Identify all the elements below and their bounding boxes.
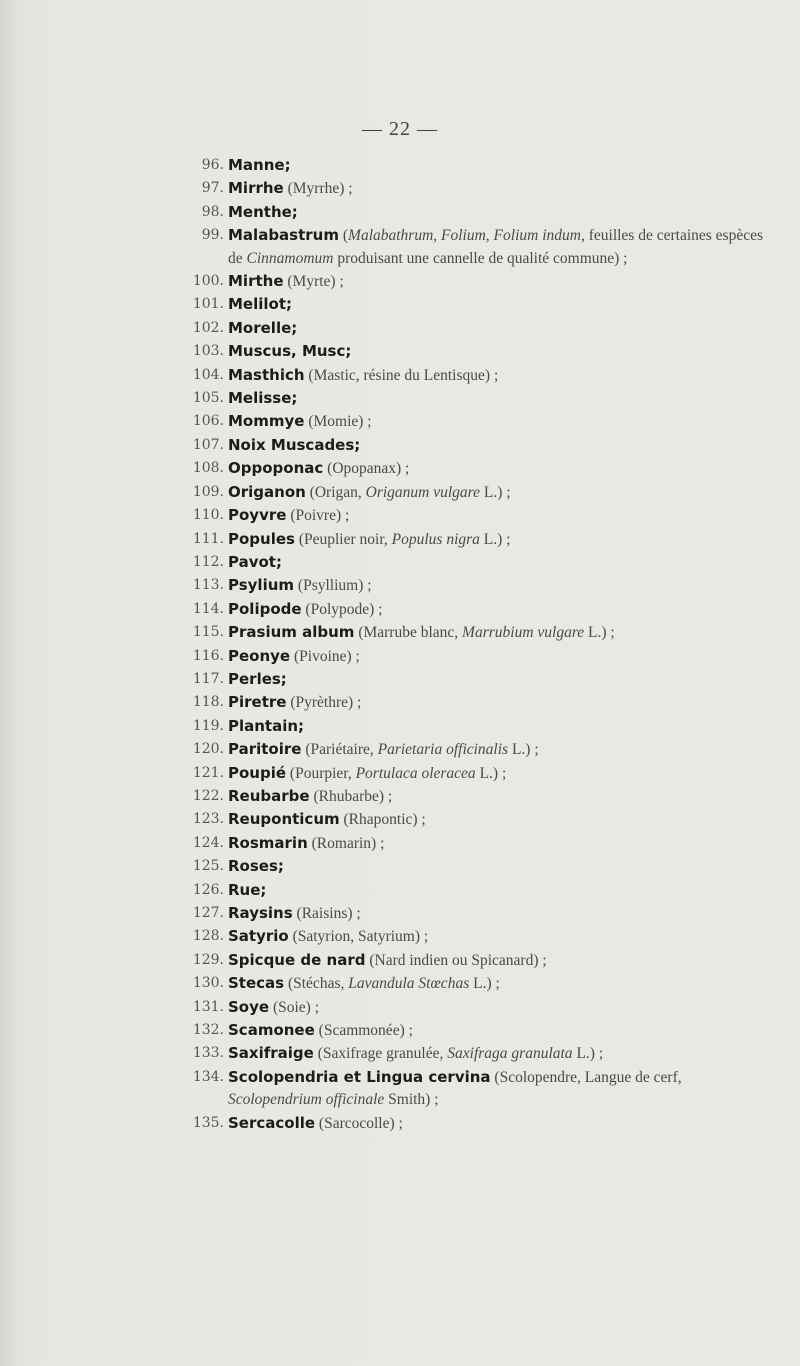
description-text: (Saxifrage granulée,	[317, 1045, 448, 1063]
list-item	[0, 434, 800, 457]
description-text: (Peuplier noir,	[298, 530, 392, 548]
entry-number: 124.	[192, 834, 224, 851]
list-item	[0, 1066, 800, 1112]
entry-number: 135.	[192, 1114, 224, 1131]
entry-number: 114.	[192, 600, 224, 617]
description-text: L.) ;	[469, 975, 500, 993]
latin-name: Parietaria officinalis	[377, 741, 509, 759]
entry-description: (Satyrion, Satyrium) ;	[292, 928, 429, 946]
entry-number: 100.	[192, 273, 224, 290]
list-item	[0, 364, 800, 387]
list-item	[0, 832, 800, 855]
entry-description: (Mastic, résine du Lentisque) ;	[308, 366, 499, 384]
entry-number: 110.	[192, 507, 224, 524]
entry-description: (Scammonée) ;	[318, 1022, 413, 1040]
latin-name: Marrubium vulgare	[462, 624, 585, 642]
latin-name: Scolopendrium officinale	[228, 1091, 385, 1109]
entry-term: Soye	[228, 997, 270, 1016]
list-item	[0, 387, 800, 410]
entry-term: Manne;	[228, 156, 291, 174]
description-text: , feuilles de certaines espèces de	[228, 227, 764, 267]
list-item	[0, 621, 800, 644]
list-item	[0, 972, 800, 995]
list-item	[0, 154, 800, 177]
entry-term: Reuponticum	[228, 810, 340, 829]
entry-number: 97.	[201, 180, 224, 197]
entry-term: Prasium album	[228, 623, 355, 642]
entry-number: 118.	[192, 694, 224, 711]
entry-number: 98.	[201, 203, 224, 220]
entry-number: 99.	[201, 227, 224, 244]
entry-number: 119.	[192, 717, 224, 734]
entry-term: Origanon	[228, 482, 306, 501]
entry-term: Raysins	[228, 904, 293, 922]
entry-description: (Rhubarbe) ;	[313, 787, 393, 805]
list-item	[0, 1042, 800, 1065]
description-text: (Pourpier,	[289, 764, 356, 782]
entry-number: 112.	[192, 553, 224, 570]
list-item	[0, 715, 800, 738]
entry-term: Plantain;	[228, 716, 305, 735]
entry-number: 105.	[192, 390, 224, 407]
entry-number: 133.	[192, 1045, 224, 1062]
entry-term: Pavot;	[228, 552, 282, 571]
description-text: produisant une cannelle de qualité commune) ;	[333, 249, 628, 267]
entry-term: Satyrio	[228, 927, 289, 946]
page-number: — 22 —	[362, 118, 438, 140]
description-text: L.) ;	[572, 1045, 604, 1063]
list-item	[0, 224, 800, 270]
list-item	[0, 785, 800, 808]
entry-description: (Romarin) ;	[311, 834, 385, 852]
description-text: L.) ;	[480, 483, 511, 501]
entry-number: 102.	[192, 319, 224, 336]
entry-description	[299, 531, 511, 548]
entry-term: Sercacolle	[228, 1113, 316, 1132]
list-item	[0, 201, 800, 224]
entry-term: Mommye	[228, 412, 305, 431]
list-item	[0, 645, 800, 668]
entry-description	[305, 741, 538, 758]
description-text: (	[342, 227, 349, 245]
entry-number: 129.	[192, 951, 224, 968]
entry-description: (Polypode) ;	[305, 600, 383, 618]
entry-description: (Soie) ;	[272, 998, 319, 1016]
list-item	[0, 808, 800, 831]
list-item	[0, 410, 800, 433]
list-item	[0, 481, 800, 504]
entry-term: Roses;	[228, 857, 284, 876]
entry-number: 125.	[192, 858, 224, 875]
description-text: Smith) ;	[384, 1091, 439, 1109]
entry-number: 131.	[192, 998, 224, 1015]
entry-number: 116.	[192, 647, 224, 664]
entry-term: Perles;	[228, 669, 287, 688]
latin-name: Origanum vulgare	[365, 483, 481, 501]
entry-number: 134.	[192, 1068, 224, 1085]
list-item	[0, 340, 800, 363]
list-item	[0, 855, 800, 878]
entry-description: (Sarcocolle) ;	[318, 1114, 403, 1132]
entry-number: 103.	[192, 343, 224, 360]
entry-number: 121.	[192, 764, 224, 781]
entry-term: Noix Muscades;	[228, 435, 361, 454]
list-item	[0, 691, 800, 714]
entry-number: 126.	[192, 881, 224, 898]
list-item	[0, 879, 800, 902]
list-item	[0, 902, 800, 925]
entry-term: Spicque de nard	[228, 950, 366, 969]
entry-number: 132.	[192, 1022, 224, 1039]
entry-term: Malabastrum	[228, 226, 339, 245]
latin-name: Portulaca oleracea	[355, 764, 476, 782]
entry-term: Rosmarin	[228, 833, 308, 852]
list-item	[0, 668, 800, 691]
description-text: L.) ;	[584, 624, 615, 642]
entry-description: (Psyllium) ;	[297, 577, 372, 595]
entry-description: (Pivoine) ;	[293, 647, 360, 665]
list-item	[0, 925, 800, 948]
latin-name: Lavandula Stœchas	[348, 975, 470, 993]
list-item	[0, 598, 800, 621]
entry-description: (Opopanax) ;	[327, 460, 410, 478]
entry-number: 117.	[192, 670, 224, 687]
entry-term: Stecas	[228, 974, 285, 993]
latin-name: Saxifraga granulata	[447, 1045, 573, 1063]
entry-number: 96.	[201, 157, 224, 173]
entry-term: Menthe;	[228, 202, 298, 221]
list-item	[0, 574, 800, 597]
description-text: L.) ;	[475, 764, 507, 782]
entry-term: Paritoire	[228, 740, 302, 759]
entry-number: 106.	[192, 413, 224, 430]
entry-term: Poyvre	[228, 506, 287, 525]
list-item	[0, 762, 800, 785]
entry-term: Melisse;	[228, 389, 298, 408]
entry-term: Psylium	[228, 576, 295, 595]
list-item	[0, 270, 800, 293]
entry-term: Reubarbe	[228, 786, 310, 805]
entry-number: 111.	[192, 530, 224, 547]
list-item	[0, 1112, 800, 1135]
description-text: (Pariétaire,	[305, 741, 378, 759]
entry-description	[358, 624, 614, 641]
entry-number: 127.	[192, 905, 224, 921]
description-text: (Marrube blanc,	[358, 624, 463, 642]
entry-number: 123.	[192, 811, 224, 828]
description-text: (Origan,	[309, 483, 366, 501]
entry-description: (Rhapontic) ;	[343, 811, 426, 829]
list-item	[0, 504, 800, 527]
entry-number: 128.	[192, 928, 224, 945]
entry-number: 104.	[192, 366, 224, 383]
description-text: L.) ;	[479, 530, 511, 548]
list-item	[0, 293, 800, 316]
latin-name: Malabathrum, Folium, Folium indum	[348, 227, 581, 245]
entry-term: Piretre	[228, 693, 287, 712]
entry-description: (Poivre) ;	[290, 507, 350, 525]
entry-description: (Myrte) ;	[287, 273, 344, 291]
list-item	[0, 949, 800, 972]
entry-term: Scamonee	[228, 1021, 315, 1040]
list-item	[0, 738, 800, 761]
description-text: L.) ;	[508, 741, 539, 759]
entry-description	[318, 1045, 603, 1062]
list-item	[0, 551, 800, 574]
entry-number: 107.	[192, 436, 224, 453]
entry-term: Popules	[228, 529, 295, 548]
entry-term: Saxifraige	[228, 1044, 314, 1063]
entry-number: 130.	[192, 975, 224, 992]
entry-term: Masthich	[228, 365, 305, 384]
entry-term: Polipode	[228, 599, 302, 618]
entry-number: 115.	[192, 624, 224, 641]
entry-term: Oppoponac	[228, 459, 324, 478]
entry-number: 113.	[192, 577, 224, 594]
entry-description: (Raisins) ;	[296, 905, 361, 922]
entry-description	[290, 765, 506, 782]
entry-list	[0, 154, 800, 1135]
entry-term: Mirrhe	[228, 179, 284, 198]
entry-description: (Pyrèthre) ;	[290, 694, 362, 712]
entry-description	[310, 484, 511, 501]
entry-term: Melilot;	[228, 295, 292, 314]
entry-term: Rue;	[228, 880, 267, 899]
entry-number: 109.	[192, 483, 224, 500]
list-item	[0, 317, 800, 340]
list-item	[0, 457, 800, 480]
entry-number: 101.	[192, 296, 224, 313]
latin-name: Populus nigra	[391, 530, 480, 548]
list-item	[0, 177, 800, 200]
list-item	[0, 1019, 800, 1042]
description-text: (Scolopendre, Langue de cerf,	[494, 1068, 682, 1086]
description-text: (Stéchas,	[287, 975, 349, 993]
entry-description: (Myrrhe) ;	[287, 180, 353, 198]
entry-term: Poupié	[228, 763, 287, 782]
list-item	[0, 528, 800, 551]
entry-term: Scolopendria et Lingua cervina	[228, 1067, 491, 1086]
list-item	[0, 996, 800, 1019]
entry-number: 120.	[192, 741, 224, 758]
entry-number: 108.	[192, 460, 224, 477]
entry-description: (Momie) ;	[308, 413, 372, 431]
entry-term: Peonye	[228, 646, 291, 665]
entry-description: (Nard indien ou Spicanard) ;	[369, 951, 547, 969]
entry-number: 122.	[192, 787, 224, 804]
entry-term: Mirthe	[228, 272, 284, 291]
entry-term: Morelle;	[228, 318, 298, 337]
entry-term: Muscus, Musc;	[228, 342, 352, 361]
latin-name: Cinnamomum	[246, 249, 334, 267]
entry-description	[288, 975, 500, 992]
